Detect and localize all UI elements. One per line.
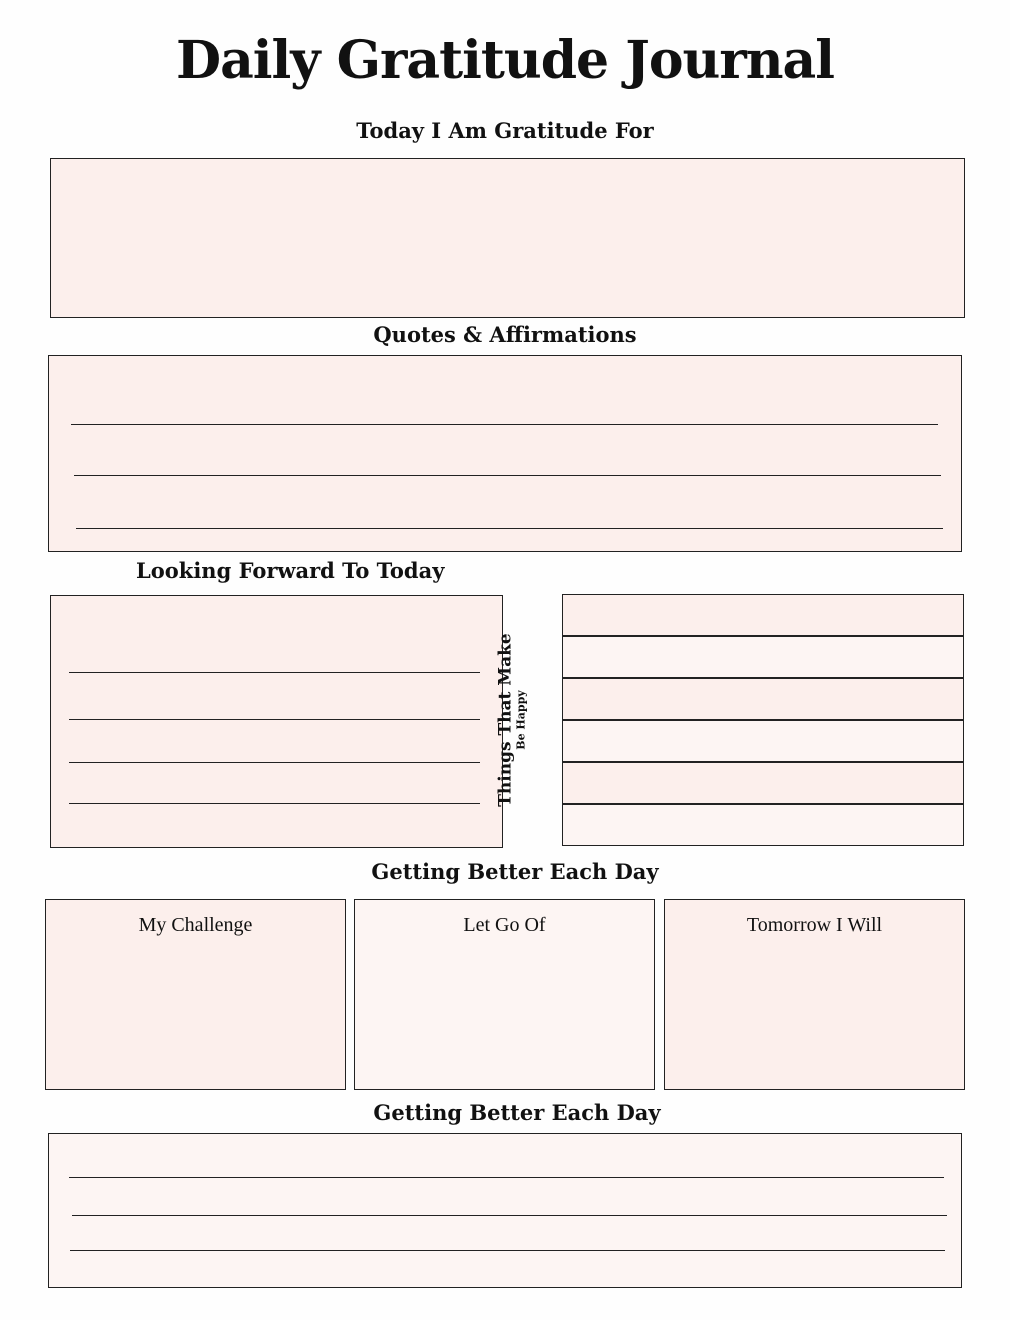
- gratitude-box[interactable]: [50, 158, 965, 318]
- happy-row[interactable]: [563, 721, 963, 761]
- happy-label-line1: Things That Make: [495, 633, 516, 807]
- looking-forward-heading: Looking Forward To Today: [136, 558, 445, 583]
- writing-line: [70, 1250, 945, 1251]
- looking-forward-box[interactable]: [50, 595, 503, 848]
- writing-line: [71, 424, 938, 425]
- row-divider: [563, 803, 963, 805]
- happy-row[interactable]: [563, 679, 963, 719]
- gratitude-heading: Today I Am Gratitude For: [356, 118, 654, 143]
- row-divider: [563, 761, 963, 763]
- writing-line: [72, 1215, 947, 1216]
- better-heading-1: Getting Better Each Day: [371, 859, 659, 884]
- challenge-box[interactable]: [45, 899, 346, 1090]
- happy-label-line2: Be Happy: [514, 690, 528, 750]
- quotes-heading: Quotes & Affirmations: [373, 322, 637, 347]
- happy-row[interactable]: [563, 805, 963, 845]
- happy-row[interactable]: [563, 763, 963, 803]
- happy-row[interactable]: [563, 595, 963, 635]
- writing-line: [69, 762, 480, 763]
- quotes-box[interactable]: [48, 355, 962, 552]
- happy-list-box[interactable]: [562, 594, 964, 846]
- writing-line: [76, 528, 943, 529]
- better-heading-2: Getting Better Each Day: [373, 1100, 661, 1125]
- tomorrow-box[interactable]: [664, 899, 965, 1090]
- row-divider: [563, 635, 963, 637]
- row-divider: [563, 677, 963, 679]
- happy-row[interactable]: [563, 637, 963, 677]
- writing-line: [69, 803, 480, 804]
- writing-line: [74, 475, 941, 476]
- writing-line: [69, 1177, 944, 1178]
- page-title: Daily Gratitude Journal: [175, 30, 834, 91]
- let-go-label: Let Go Of: [463, 914, 546, 936]
- challenge-label: My Challenge: [138, 914, 253, 936]
- tomorrow-label: Tomorrow I Will: [746, 914, 883, 936]
- let-go-box[interactable]: [354, 899, 655, 1090]
- writing-line: [69, 672, 480, 673]
- writing-line: [69, 719, 480, 720]
- row-divider: [563, 719, 963, 721]
- better-notes-box[interactable]: [48, 1133, 962, 1288]
